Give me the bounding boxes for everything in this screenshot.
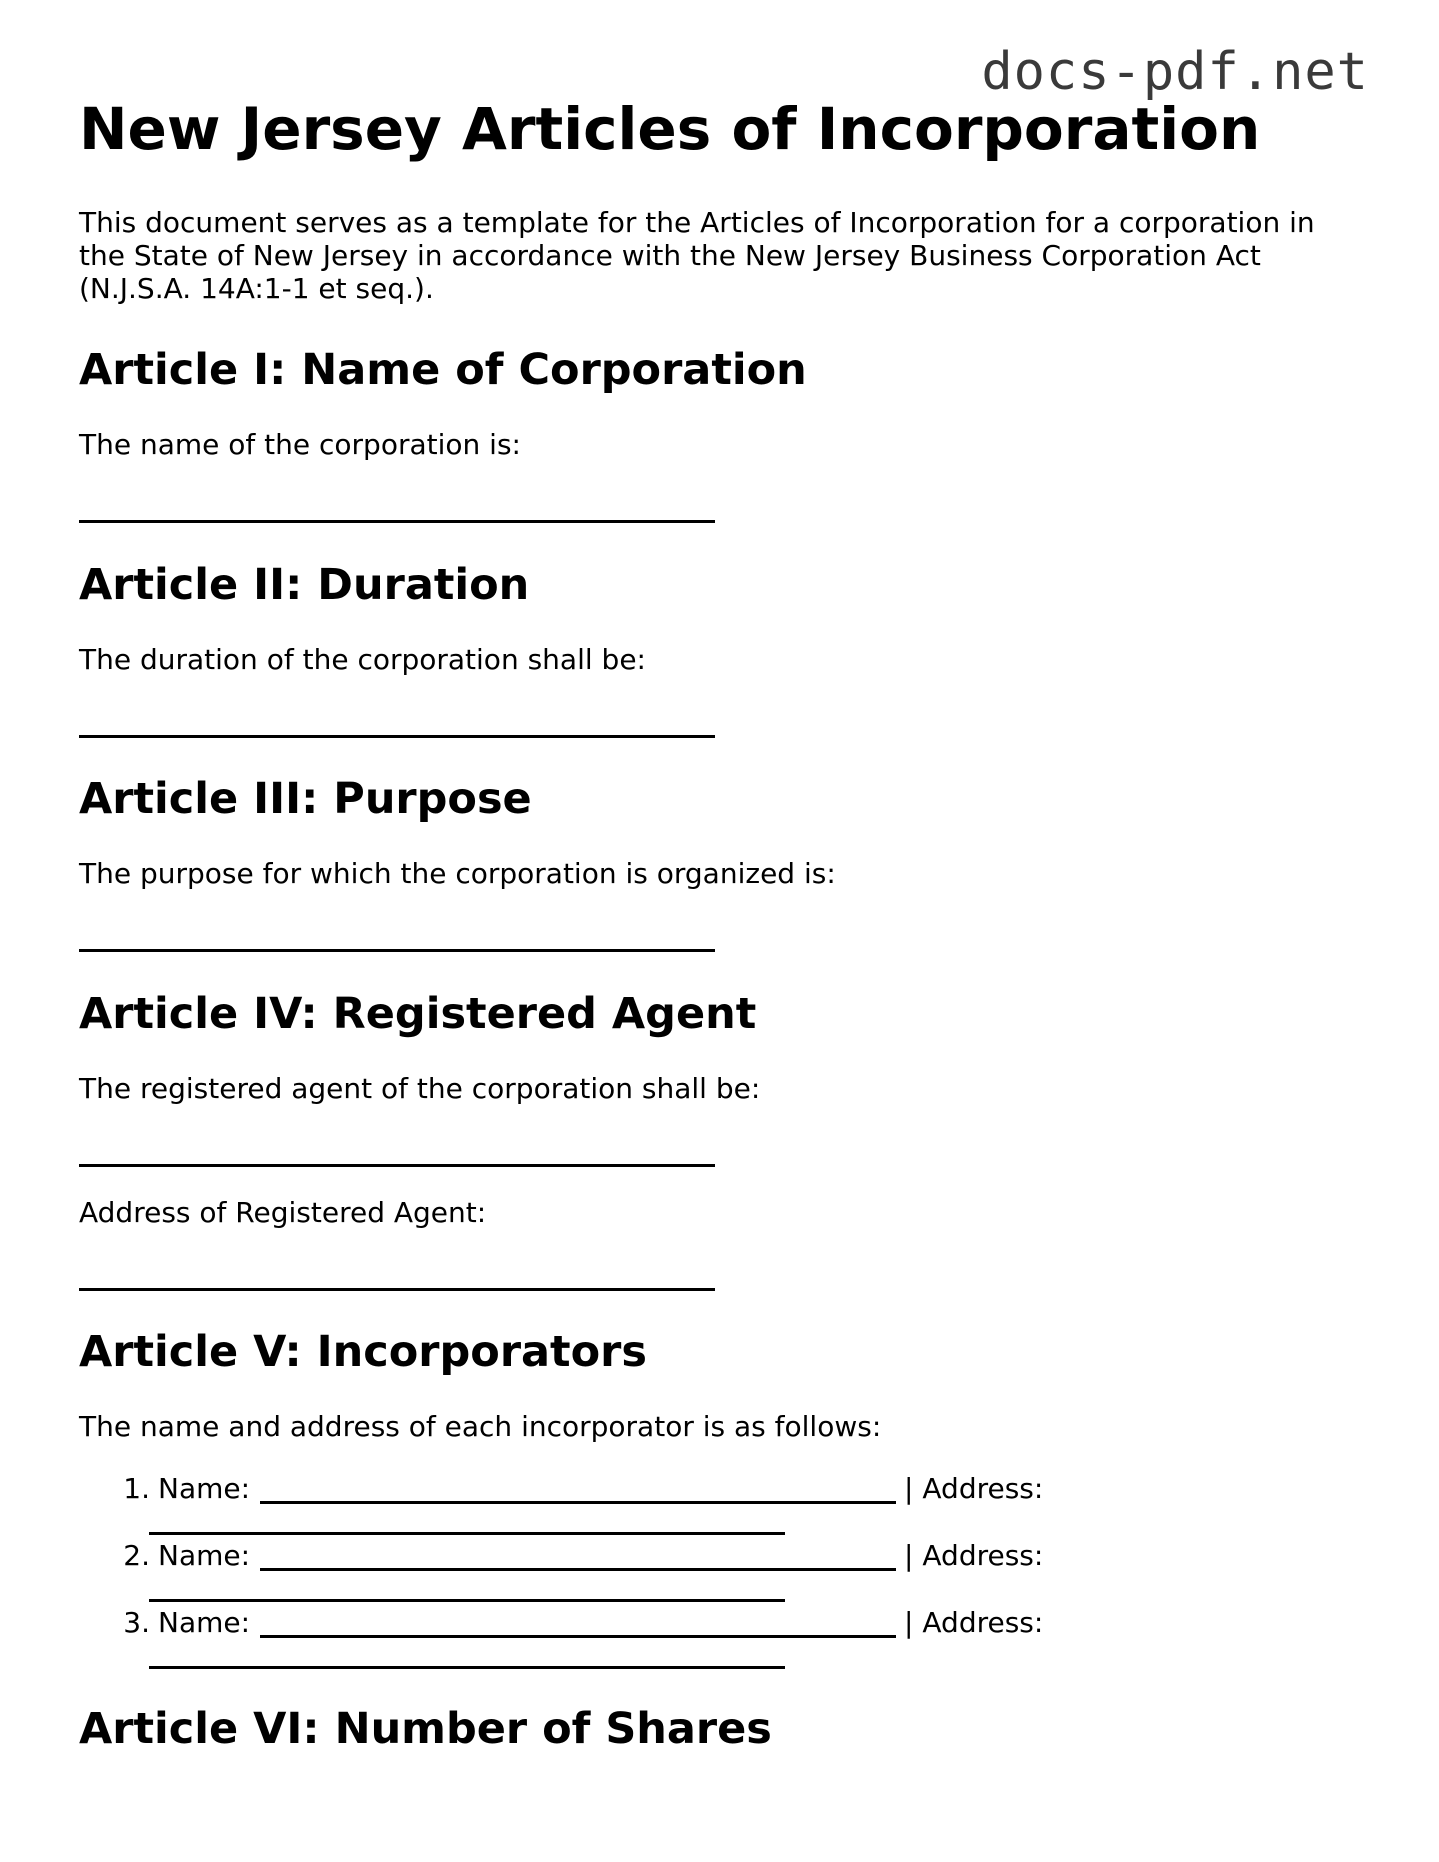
document-title: New Jersey Articles of Incorporation (79, 95, 1261, 163)
name-label: Name: (158, 1472, 251, 1505)
incorporator-row (114, 1539, 1043, 1572)
address-label: | Address: (904, 1606, 1044, 1639)
agent-address-field[interactable] (79, 1288, 715, 1291)
list-number: 1. (123, 1472, 150, 1505)
name-label: Name: (158, 1539, 251, 1572)
purpose-field[interactable] (79, 949, 715, 952)
article-4-heading: Article IV: Registered Agent (79, 989, 757, 1039)
address-label: | Address: (904, 1472, 1044, 1505)
article-5-heading: Article V: Incorporators (79, 1327, 647, 1377)
article-5-text: The name and address of each incorporator is as follows: (79, 1410, 882, 1443)
duration-field[interactable] (79, 735, 715, 738)
article-3-heading: Article III: Purpose (79, 774, 532, 824)
article-3-text: The purpose for which the corporation is organized is: (79, 857, 836, 890)
intro-paragraph: This document serves as a template for the Articles of Incorporation for a corporation in the State of New Jersey in accordance with the New Jersey Business Corporation Act (N.J.S.A. 14A:1-1 et seq.). (79, 206, 1315, 305)
incorporator-address-field[interactable] (149, 1532, 785, 1535)
list-number: 3. (123, 1606, 150, 1639)
incorporator-name-field[interactable] (260, 1568, 896, 1571)
incorporator-address-field[interactable] (149, 1666, 785, 1669)
incorporator-name-field[interactable] (260, 1501, 896, 1504)
article-2-text: The duration of the corporation shall be: (79, 643, 646, 676)
article-2-heading: Article II: Duration (79, 560, 530, 610)
incorporator-address-field[interactable] (149, 1599, 785, 1602)
address-label: | Address: (904, 1539, 1044, 1572)
article-6-heading: Article VI: Number of Shares (79, 1704, 772, 1754)
incorporator-row (114, 1472, 1043, 1505)
article-4-text: The registered agent of the corporation shall be: (79, 1072, 761, 1105)
name-label: Name: (158, 1606, 251, 1639)
list-number: 2. (123, 1539, 150, 1572)
corporation-name-field[interactable] (79, 520, 715, 523)
article-1-heading: Article I: Name of Corporation (79, 345, 807, 395)
incorporator-row (114, 1606, 1043, 1639)
registered-agent-field[interactable] (79, 1164, 715, 1167)
watermark: docs-pdf.net (981, 42, 1369, 102)
incorporator-name-field[interactable] (260, 1635, 896, 1638)
agent-address-label: Address of Registered Agent: (79, 1196, 487, 1229)
article-1-text: The name of the corporation is: (79, 428, 521, 461)
